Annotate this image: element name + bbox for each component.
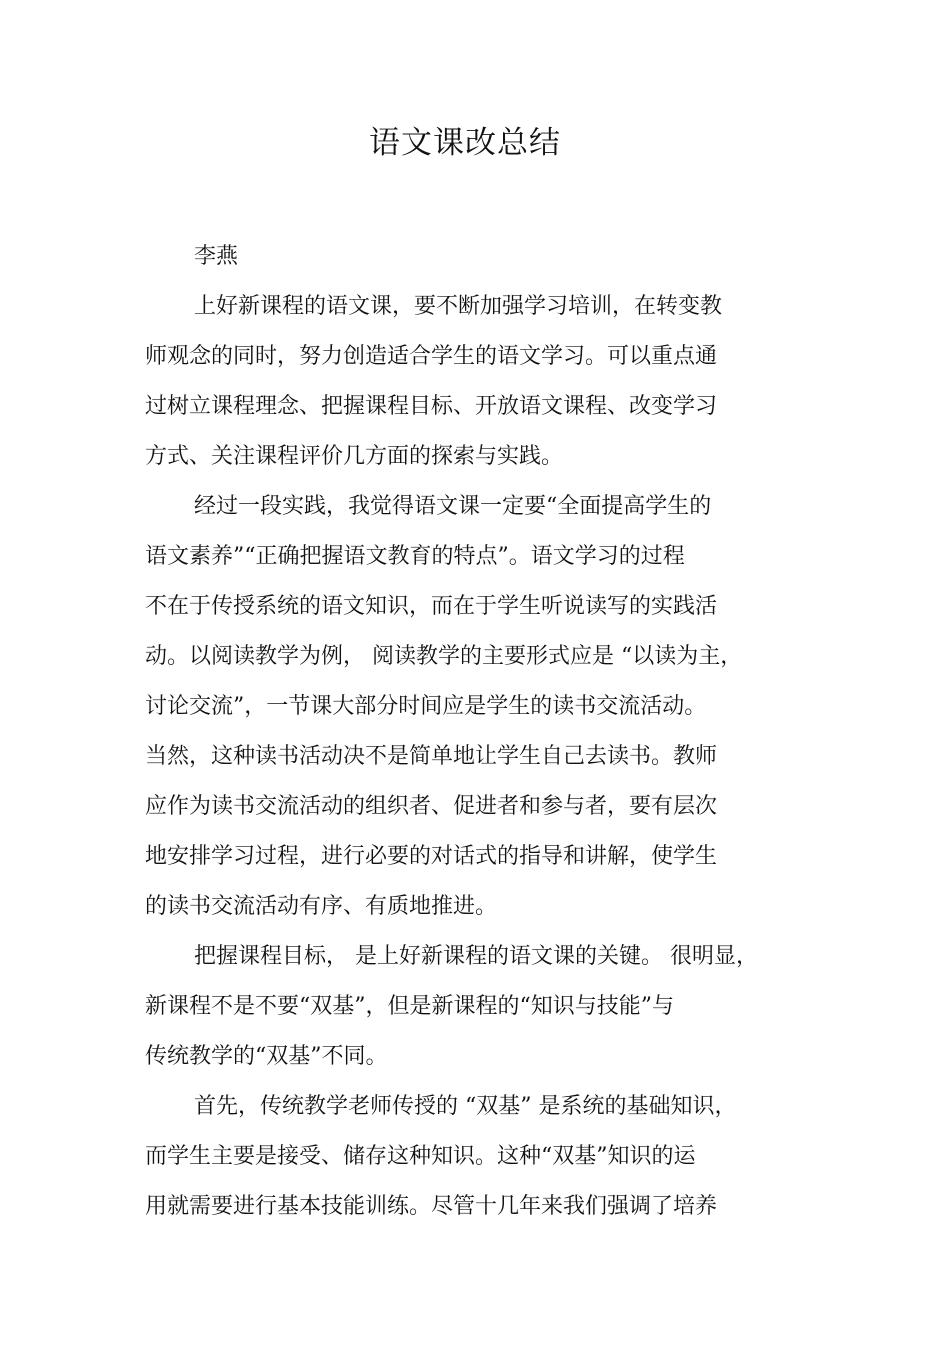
author-name: 李燕 xyxy=(194,244,239,269)
paragraph-line: 过树立课程理念、把握课程目标、开放语文课程、改变学习 xyxy=(145,394,718,419)
paragraph-line: 用就需要进行基本技能训练。尽管十几年来我们强调了培养 xyxy=(145,1194,718,1219)
paragraph-line: 地安排学习过程，进行必要的对话式的指导和讲解，使学生 xyxy=(145,844,718,869)
paragraph-line: 把握课程目标， 是上好新课程的语文课的关键。 很明显， xyxy=(194,944,758,969)
paragraph-line: 当然，这种读书活动决不是简单地让学生自己去读书。教师 xyxy=(145,744,718,769)
paragraph-line: 的读书交流活动有序、有质地推进。 xyxy=(145,894,498,919)
document-title: 语文课改总结 xyxy=(369,125,561,161)
paragraph-line: 讨论交流”，一节课大部分时间应是学生的读书交流活动。 xyxy=(145,694,707,719)
paragraph-line: 应作为读书交流活动的组织者、促进者和参与者，要有层次 xyxy=(145,794,718,819)
paragraph-line: 新课程不是不要“双基”，但是新课程的“知识与技能”与 xyxy=(145,994,674,1019)
paragraph-line: 上好新课程的语文课，要不断加强学习培训，在转变教 xyxy=(194,294,723,319)
paragraph-line: 师观念的同时，努力创造适合学生的语文学习。可以重点通 xyxy=(145,344,718,369)
paragraph-line: 而学生主要是接受、储存这种知识。这种“双基”知识的运 xyxy=(145,1144,696,1169)
paragraph-line: 不在于传授系统的语文知识，而在于学生听说读写的实践活 xyxy=(145,594,718,619)
paragraph-line: 方式、关注课程评价几方面的探索与实践。 xyxy=(145,444,564,469)
paragraph-line: 传统教学的“双基”不同。 xyxy=(145,1044,388,1069)
paragraph-line: 语文素养”“正确把握语文教育的特点”。语文学习的过程 xyxy=(145,544,685,569)
paragraph-line: 动。以阅读教学为例， 阅读教学的主要形式应是 “以读为主， xyxy=(145,644,743,669)
paragraph-line: 首先，传统教学老师传授的 “双基” 是系统的基础知识， xyxy=(194,1094,737,1119)
paragraph-line: 经过一段实践，我觉得语文课一定要“全面提高学生的 xyxy=(194,494,712,519)
